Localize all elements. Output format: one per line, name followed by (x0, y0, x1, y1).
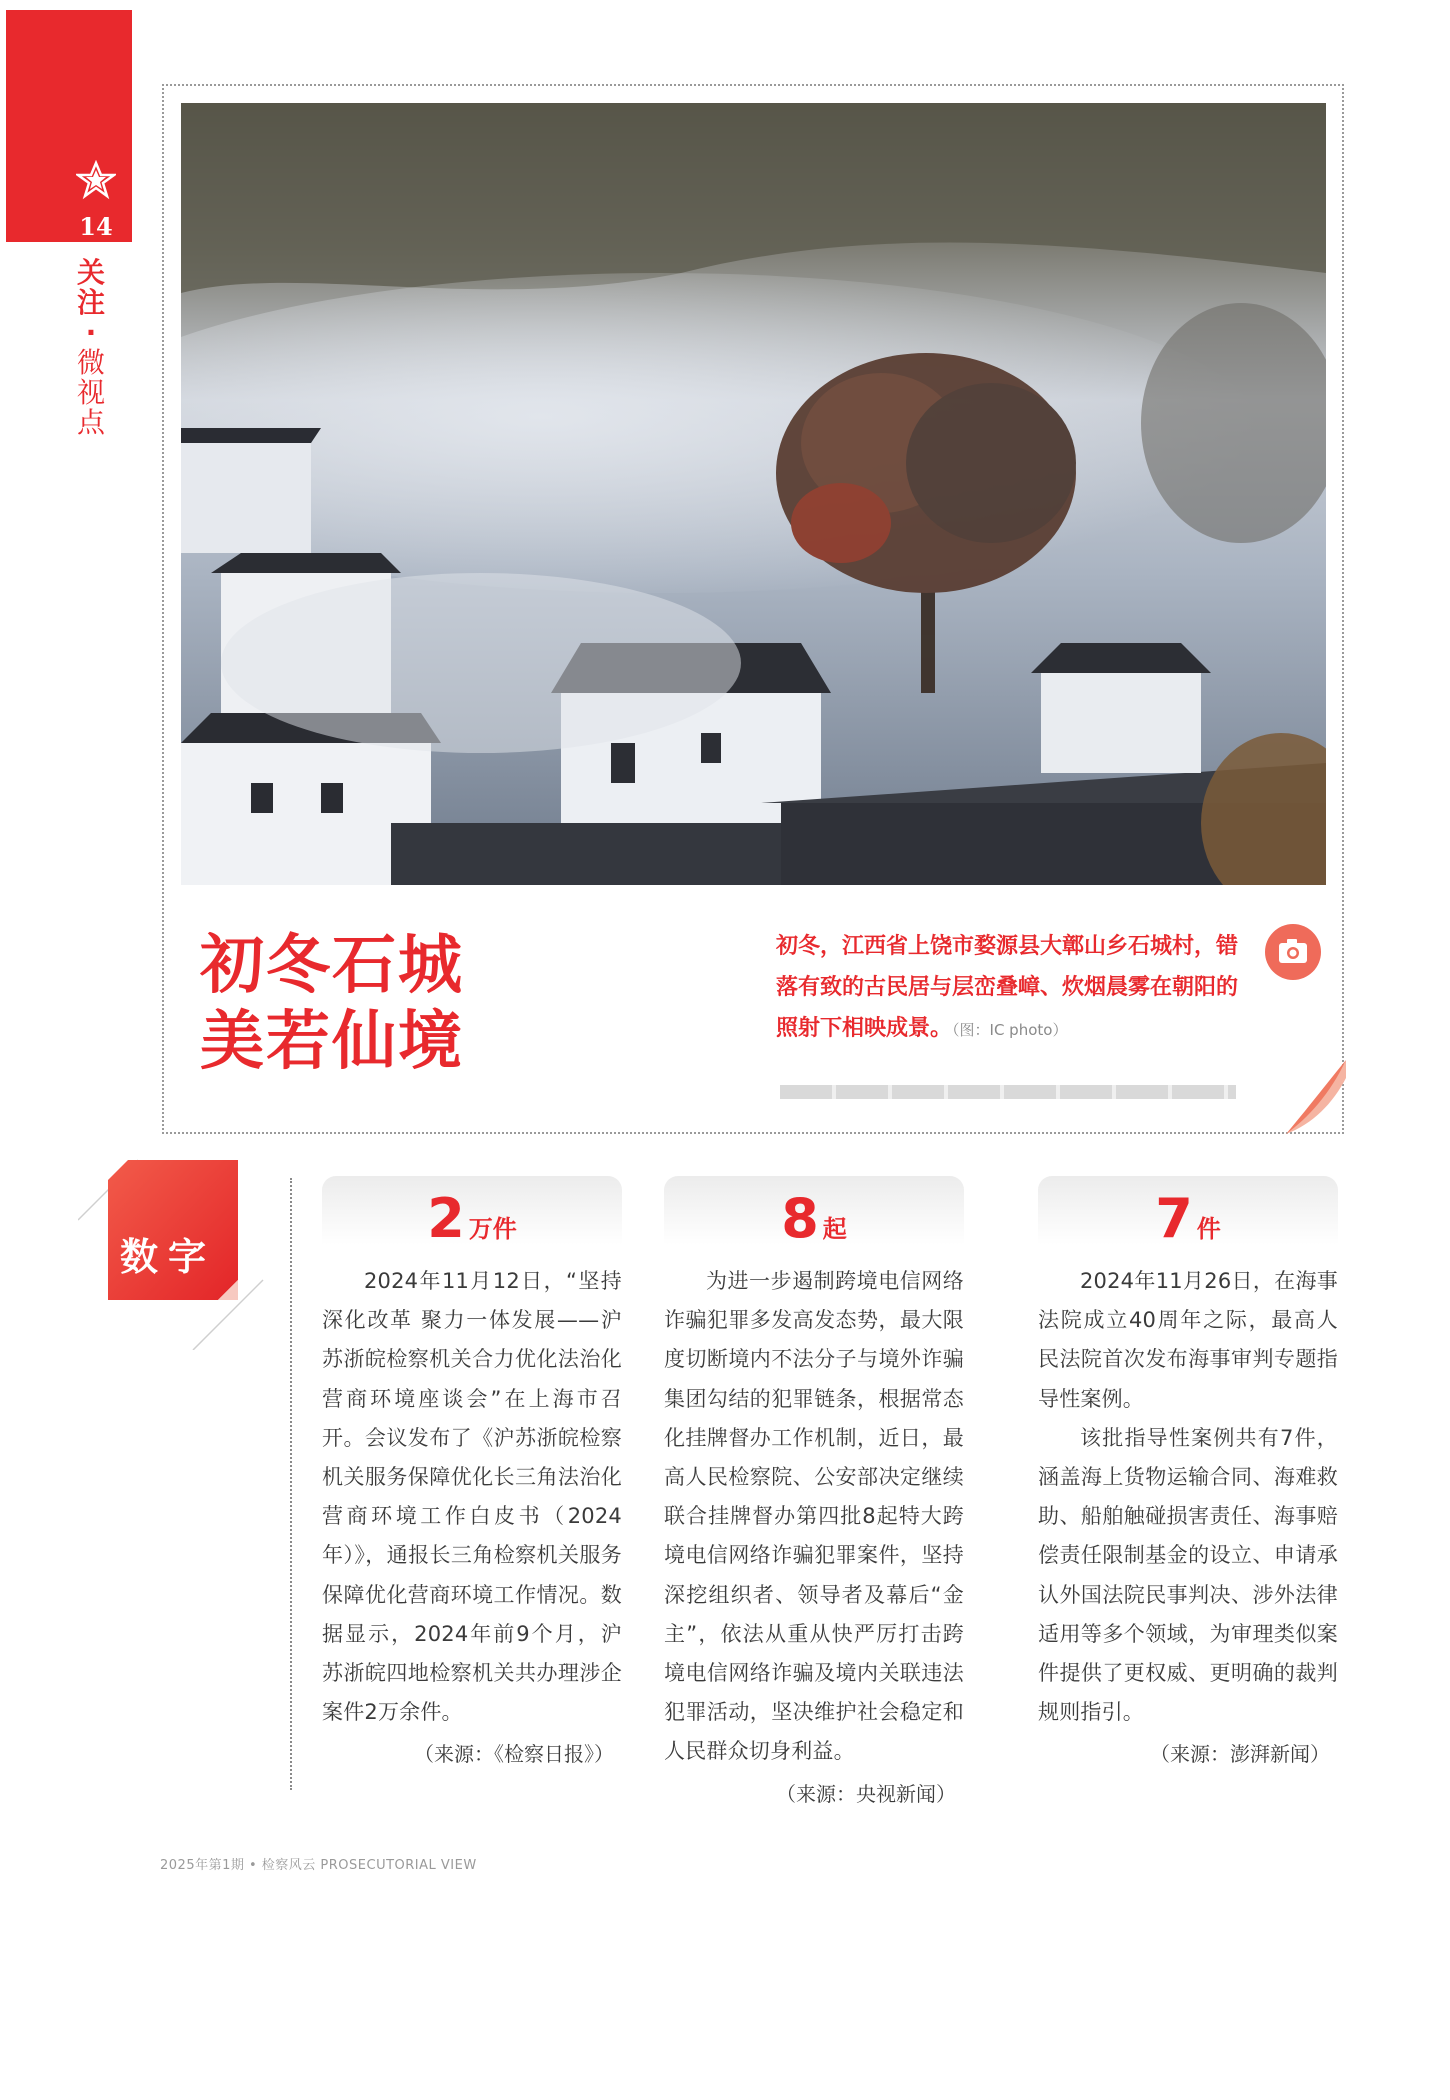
number-figure (664, 1176, 964, 1262)
figure-value: 8 (781, 1187, 819, 1250)
number-figure (322, 1176, 622, 1262)
caption-divider (780, 1085, 1236, 1099)
section-label-separator: · (85, 316, 97, 349)
page-footer: 2025年第1期 • 检察风云 PROSECUTORIAL VIEW (160, 1858, 477, 1873)
page-number: 14 (79, 212, 113, 241)
number-column-3 (1038, 1176, 1338, 1767)
page-tab (6, 10, 132, 242)
caption-text: 初冬，江西省上饶市婺源县大鄣山乡石城村，错落有致的古民居与层峦叠嶂、炊烟晨雾在朝阳的照射下相映成景。 (776, 934, 1239, 1041)
headline-line-2: 美若仙境 (200, 1005, 464, 1079)
photo-headline (200, 928, 464, 1080)
headline-line-1: 初冬石城 (200, 929, 464, 1003)
camera-icon (1263, 922, 1323, 982)
column-paragraph: 2024年11月26日，在海事法院成立40周年之际，最高人民法院首次发布海事审判专题指导性案例。 (1038, 1269, 1338, 1411)
column-source: （来源：央视新闻） (776, 1781, 956, 1806)
figure-unit: 万件 (468, 1215, 517, 1243)
page-curl (1278, 1058, 1348, 1138)
figure-value: 7 (1155, 1187, 1193, 1250)
number-figure (1038, 1176, 1338, 1262)
column-source: （来源：《检察日报》） (414, 1742, 614, 1767)
number-column-2 (664, 1176, 964, 1807)
number-column-1 (322, 1176, 622, 1767)
photo-credit: （图：IC photo） (952, 1021, 1068, 1039)
section-label-main: 关注 (76, 256, 105, 319)
figure-value: 2 (427, 1187, 465, 1250)
section-label (76, 258, 106, 438)
column-paragraph: 为进一步遏制跨境电信网络诈骗犯罪多发高发态势，最大限度切断境内不法分子与境外诈骗集团勾结的犯罪链条，根据常态化挂牌督办工作机制，近日，最高人民检察院、公安部决定继续联合挂牌督办第四批8起特大跨境电信网络诈骗犯罪案件，坚持深挖组织者、领导者及幕后“金主”，依法从重从快严厉打击跨境电信网络诈骗及境内关联违法犯罪活动，坚决维护社会稳定和人民群众切身利益。 (664, 1269, 964, 1764)
vertical-divider (290, 1178, 292, 1790)
section-label-sub: 微视点 (76, 346, 105, 439)
numbers-badge-label: 数字 (119, 1235, 216, 1279)
column-paragraph: 该批指导性案例共有7件，涵盖海上货物运输合同、海难救助、船舶触碰损害责任、海事赔偿责任限制基金的设立、申请承认外国法院民事判决、涉外法律适用等多个领域，为审理类似案件提供了更权威、更明确的裁判规则指引。 (1038, 1425, 1338, 1725)
star-icon (76, 160, 116, 200)
column-paragraph: 2024年11月12日，“坚持深化改革 聚力一体发展——沪苏浙皖检察机关合力优化法治化营商环境座谈会”在上海市召开。会议发布了《沪苏浙皖检察机关服务保障优化长三角法治化营商环境工作白皮书（2024年）》，通报长三角检察机关服务保障优化营商环境工作情况。数据显示，2024年前9个月，沪苏浙皖四地检察机关共办理涉企案件2万余件。 (322, 1269, 622, 1725)
numbers-badge (78, 1150, 278, 1350)
figure-unit: 起 (822, 1215, 847, 1243)
column-source: （来源：澎湃新闻） (1150, 1742, 1330, 1767)
photo-caption (776, 926, 1240, 1051)
figure-unit: 件 (1196, 1215, 1221, 1243)
village-photo (181, 103, 1326, 885)
